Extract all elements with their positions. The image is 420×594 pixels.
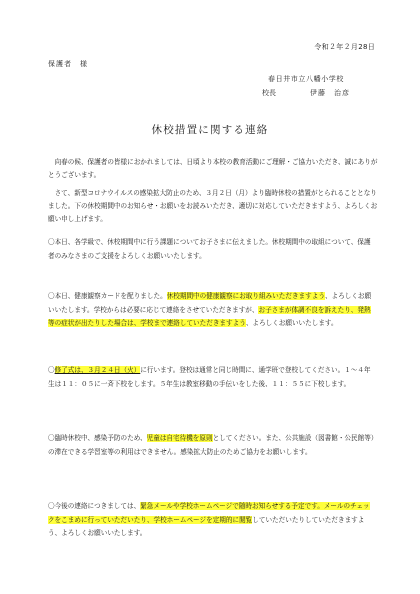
principal-role: 校長 [262,89,276,97]
highlight-text: 休校期間中の健康観察にお取り組みいただきますよう [166,292,325,300]
intro-paragraph-1: 向春の候、保護者の皆様におかれましては、日頃より本校の教育活動にご理解・ご協力いただき、誠にありがとうございます。 [48,158,378,179]
item-text: 〇本日、各学級で、休校期間中に行う課題についてお子さまに伝えました。休校期間中の取組について、保護者のみなさまのご支援をよろしくお願いいたします。 [48,238,371,260]
document-title: 休校措置に関する連絡 [151,124,269,136]
notice-item-closing-ceremony [48,364,376,391]
item-text: 、よろしくお願いいたします。 [245,319,338,327]
item-text: 〇 [48,366,55,374]
item-text: 〇本日、健康観察カードを配りました。 [48,292,167,300]
highlight-text: 児童は自宅待機を原則 [146,434,213,442]
notice-item-contact [48,500,376,541]
intro-paragraph-2: さて、新型コロナウイルスの感染拡大防止のため、３月２日（月）より臨時休校の措置がとられることとなりました。下の休校期間中のお知らせ・お願いをお読みいただき、適切に対応していただきますよう、よろしくお願い申し上げます。 [48,189,378,223]
highlight-text: お子さまが体調不良を訴えたり、発熱等の症状が出たりした場合は、学校まで連絡していただきますよう [48,305,371,327]
school-name: 春日井市立八幡小学校 [268,75,344,83]
addressee: 保護者 様 [48,60,88,68]
item-text: に行います。登校は通常と同じ時間に、通学班で登校してください。１～４年生は１１：０５に一斉下校をします。５年生は教室移動の手伝いをした後、１１：５５に下校します。 [48,366,371,388]
notice-item-home-stay [48,432,376,459]
item-text: 〇今後の連絡につきましては、 [48,502,141,510]
item-text: 〇臨時休校中、感染予防のため、 [48,434,147,442]
issue-date: 令和２年２月28日 [314,43,375,51]
item-text: としてください。また、公共施設（図書館・公民館等）の滞在できる学習室等の利用はできません。感染拡大防止のためご協力をお願いします。 [48,434,375,456]
highlight-text: 緊急メールや学校ホームページで随時お知らせする予定です。メールのチェックをこまめに行っていただいたり、学校ホームページを定期的に閲覧 [48,502,370,524]
item-text: 、よろしくお願いいたします。学校からは必要に応じて連絡をさせていただきますが、 [48,292,372,314]
notice-item-health-card [48,290,376,331]
intro-block [48,156,378,226]
item-text: していただいたりしていただきますよう、よろしくお願いいたします。 [48,515,365,537]
notice-item-assignments [48,236,376,263]
highlight-text: 修了式は、３月２４日（火） [54,366,141,374]
principal-name: 伊藤 治彦 [310,89,350,97]
